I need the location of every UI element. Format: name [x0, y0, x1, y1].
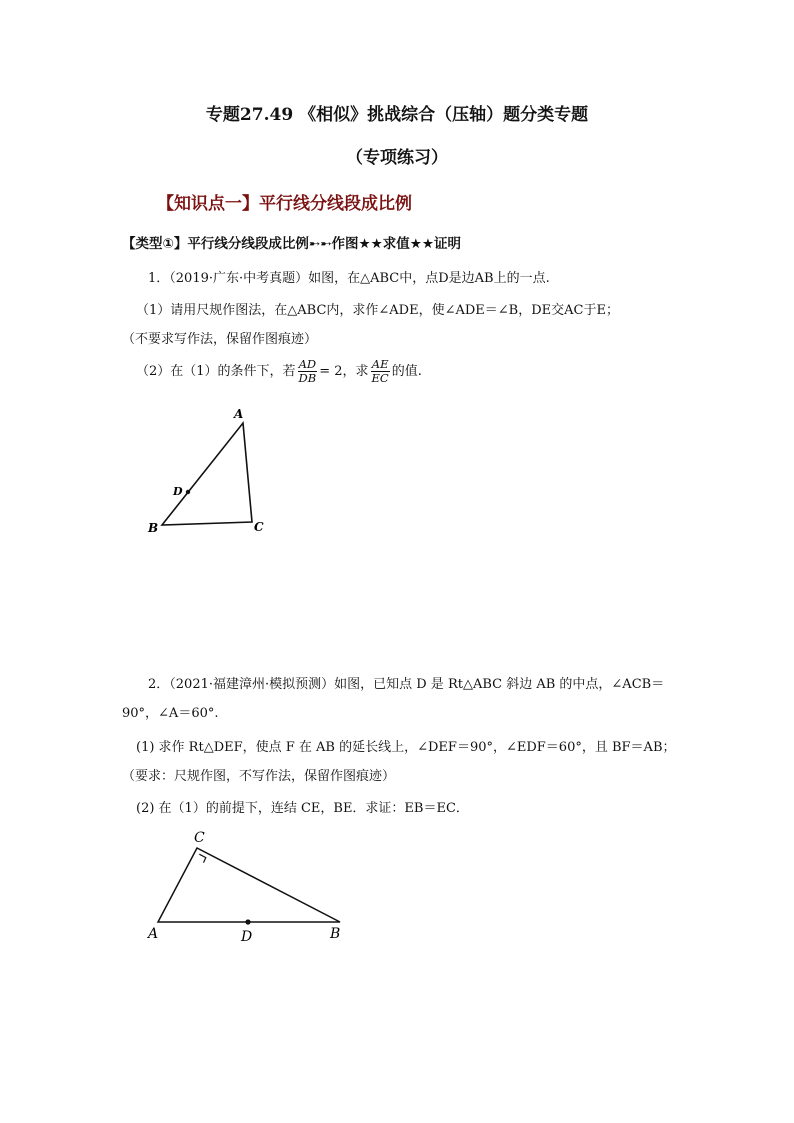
label-c: C [194, 830, 205, 846]
point-d [245, 919, 250, 924]
q1-part1: （1）请用尺规作图法，在△ABC内，求作∠ADE，使∠ADE＝∠B，DE交AC于E； [136, 303, 619, 318]
q1-stem: 1．（2019·广东·中考真题）如图，在△ABC中，点D是边AB上的一点. [148, 271, 550, 286]
q1-part2-text-a: （2）在（1）的条件下，若 [136, 364, 296, 379]
fraction-ae-ec [371, 358, 390, 385]
q2-part2: (2) 在（1）的前提下，连结 CE，BE．求证：EB＝EC． [136, 801, 469, 816]
document-title: 专题27.49 《相似》挑战综合（压轴）题分类专题 [205, 105, 589, 125]
label-b: B [148, 521, 159, 535]
fraction-numerator: AD [298, 357, 317, 371]
right-angle-mark [199, 854, 206, 862]
q2-part1-note: （要求：尺规作图，不写作法，保留作图痕迹） [122, 769, 396, 784]
q1-part2 [136, 358, 422, 385]
label-c: C [254, 520, 264, 534]
q1-part2-text-c: 的值. [391, 364, 422, 379]
label-d: D [173, 485, 183, 498]
section-heading: 【知识点一】平行线分线段成比例 [157, 194, 412, 214]
fraction-ad-db [298, 358, 318, 385]
label-b: B [330, 926, 341, 942]
point-d [186, 490, 190, 494]
q1-part1-note: （不要求写作法，保留作图痕迹） [122, 332, 318, 347]
label-a: A [148, 926, 159, 942]
q2-stem-line1: 2．（2021·福建漳州·模拟预测）如图，已知点 D 是 Rt△ABC 斜边 AB 的中点，∠ACB＝ [148, 677, 665, 692]
triangle-abc [158, 848, 340, 922]
q2-part1: (1) 求作 Rt△DEF，使点 F 在 AB 的延长线上，∠DEF＝90°，∠EDF＝60°，且 BF＝AB； [136, 740, 676, 755]
fraction-numerator: AE [371, 357, 389, 371]
q1-part2-text-b: = 2，求 [319, 364, 369, 379]
label-a: A [234, 407, 244, 421]
fraction-denominator: DB [298, 371, 317, 385]
q2-stem-line2: 90°，∠A＝60°. [122, 706, 219, 721]
q2-triangle-figure [140, 825, 360, 950]
fraction-denominator: EC [371, 371, 389, 385]
document-subtitle: （专项练习） [346, 148, 448, 168]
q1-triangle-figure [140, 400, 280, 545]
label-d: D [241, 929, 253, 945]
type-heading: 【类型①】平行线分线段成比例➸➸作图★★求值★★证明 [122, 236, 461, 252]
triangle-abc [162, 423, 252, 525]
